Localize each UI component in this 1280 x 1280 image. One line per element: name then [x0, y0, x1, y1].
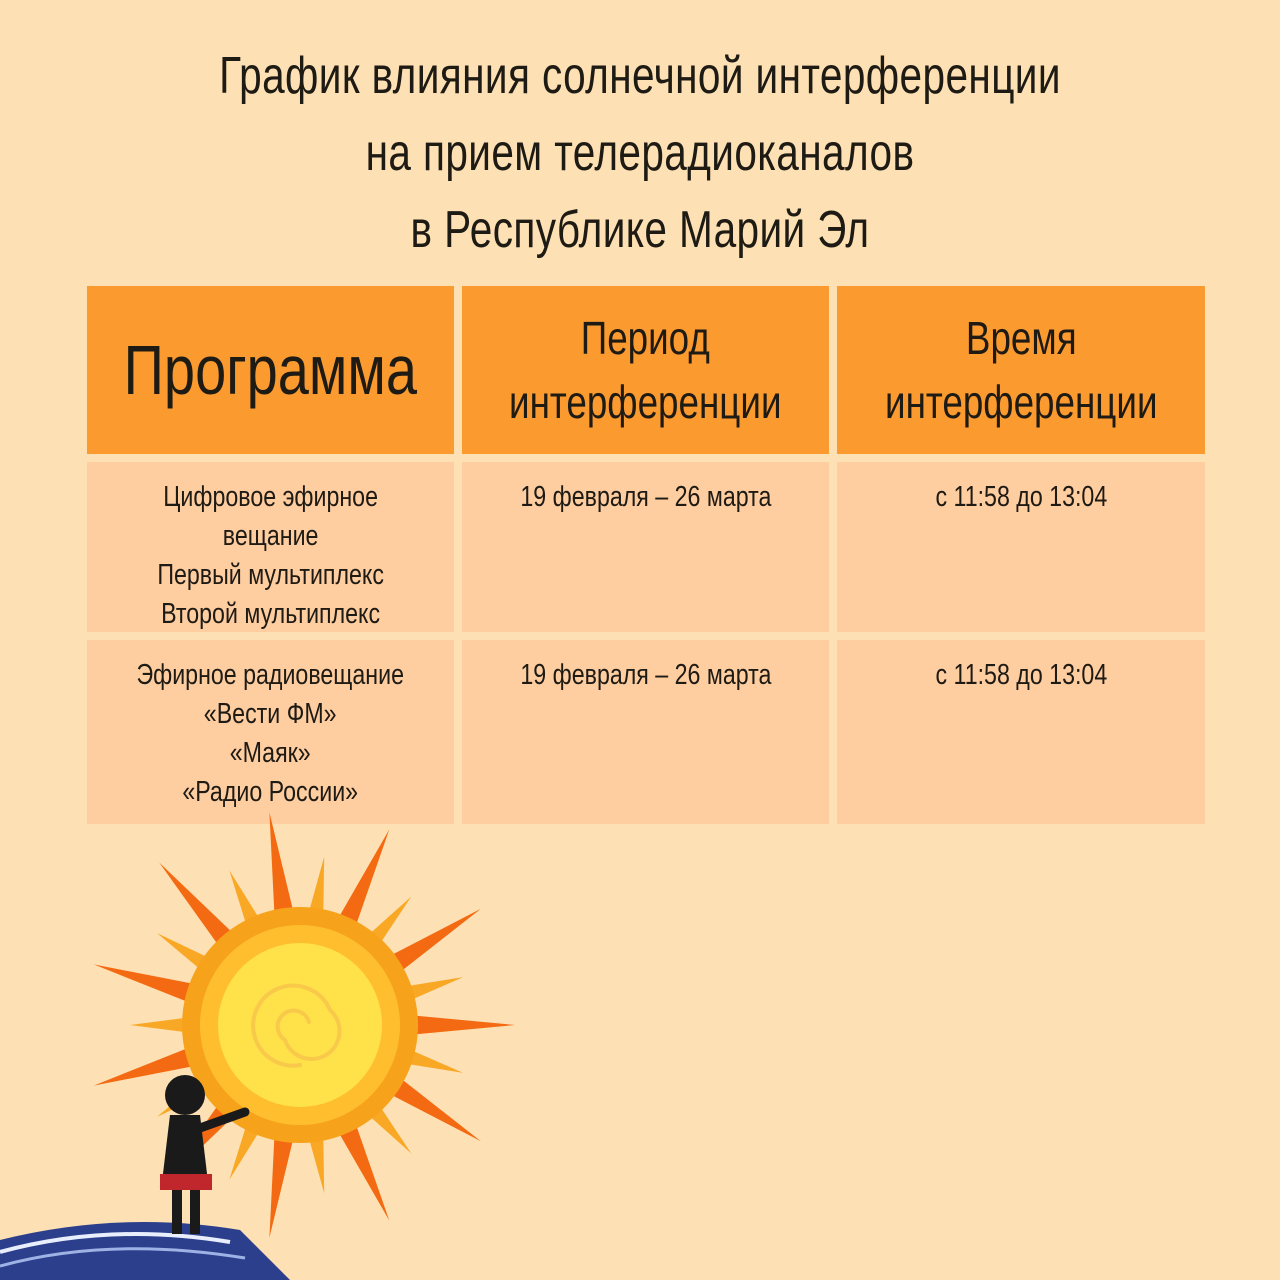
row-1-period-cell	[462, 462, 829, 632]
row-1-period: 19 февраля – 26 марта	[519, 481, 772, 513]
sun-with-child-illustration	[0, 790, 560, 1280]
sun-ray-icon	[337, 1121, 390, 1221]
waves-icon	[0, 1222, 290, 1280]
header-program-label: Программа	[123, 331, 418, 409]
row-1-time: с 11:58 до 13:04	[935, 481, 1107, 513]
sun-ray-icon	[130, 1017, 190, 1032]
row-2-time: с 11:58 до 13:04	[935, 659, 1107, 691]
interference-table	[87, 286, 1205, 824]
sun-ray-icon	[410, 1015, 515, 1035]
row-1-program-line: Первый мультиплекс	[157, 559, 384, 591]
sun-ray-icon	[269, 1132, 294, 1238]
row-2-program-line: Эфирное радиовещание	[136, 659, 405, 691]
row-1-program-line: Второй мультиплекс	[161, 598, 380, 630]
header-period	[462, 286, 829, 454]
row-1-program-cell	[87, 462, 454, 632]
sun-ray-icon	[337, 829, 390, 929]
sun-ray-icon	[269, 812, 294, 918]
row-2-time-cell	[837, 640, 1205, 824]
header-period-label: Период интерференции	[509, 312, 782, 428]
row-2-program-line: «Радио России»	[182, 776, 359, 808]
header-time	[837, 286, 1205, 454]
title-line-3: в Республике Марий Эл	[410, 201, 870, 259]
sun-ray-icon	[94, 964, 198, 1003]
row-2-period: 19 февраля – 26 марта	[519, 659, 772, 691]
row-1-program-line: вещание	[222, 520, 319, 552]
row-2-program	[137, 656, 405, 812]
row-2-program-line: «Маяк»	[229, 737, 311, 769]
title-line-2: на прием телерадиоканалов	[365, 124, 915, 182]
page-title	[141, 38, 1139, 269]
sun-core-icon	[218, 943, 382, 1107]
header-time-label: Время интерференции	[884, 312, 1158, 428]
row-1-program	[157, 478, 384, 632]
header-program	[87, 286, 454, 454]
row-2-program-line: «Вести ФМ»	[204, 698, 337, 730]
row-1-program-line: Цифровое эфирное	[163, 481, 378, 513]
row-1-time-cell	[837, 462, 1205, 632]
title-line-1: График влияния солнечной интерференции	[219, 47, 1061, 105]
